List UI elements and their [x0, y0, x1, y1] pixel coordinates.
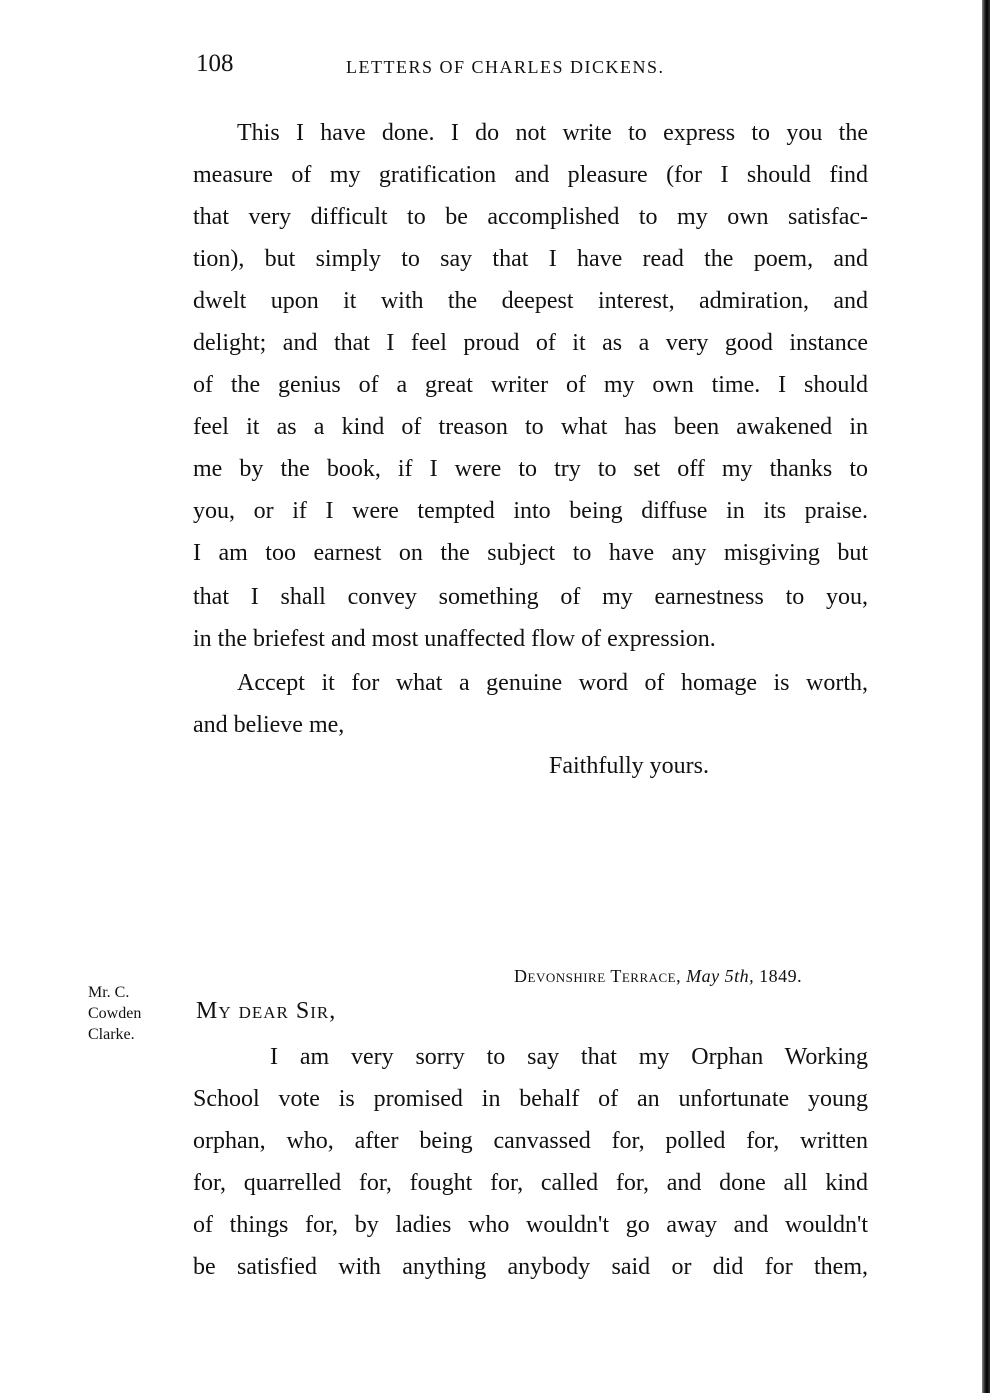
letter2-line: be satisfied with anything anybody said or did for them,	[193, 1254, 868, 1280]
letter1-line: of the genius of a great writer of my own time. I should	[193, 372, 868, 398]
marginal-note	[88, 982, 168, 1045]
letter2-line: School vote is promised in behalf of an unfortunate young	[193, 1086, 868, 1112]
letter2-line: I am very sorry to say that my Orphan Working	[270, 1044, 868, 1070]
letter1-line: Accept it for what a genuine word of homage is worth,	[237, 670, 868, 696]
marginal-note-line: Mr. C.	[88, 984, 130, 1001]
binding-edge	[982, 0, 990, 1393]
letter1-line: measure of my gratification and pleasure (for I should find	[193, 162, 868, 188]
letter1-line: This I have done. I do not write to express to you the	[237, 120, 868, 146]
marginal-note-line: Cowden	[88, 1005, 142, 1022]
letter2-line: orphan, who, after being canvassed for, polled for, written	[193, 1128, 868, 1154]
letter1-line: feel it as a kind of treason to what has been awakened in	[193, 414, 868, 440]
letter1-line: in the briefest and most unaffected flow of expression.	[193, 626, 716, 652]
marginal-note-line: Clarke.	[88, 1026, 135, 1043]
letter1-line: me by the book, if I were to try to set off my thanks to	[193, 456, 868, 482]
letter1-line: tion), but simply to say that I have read the poem, and	[193, 246, 868, 272]
letter1-closing: Faithfully yours.	[549, 753, 709, 779]
dateline-year: 1849.	[759, 966, 803, 986]
letter1-line: delight; and that I feel proud of it as a very good instance	[193, 330, 868, 356]
dateline-date: May 5th,	[686, 966, 755, 986]
letter1-line: and believe me,	[193, 712, 345, 738]
letter1-line: that I shall convey something of my earnestness to you,	[193, 584, 868, 610]
dateline-place: Devonshire Terrace,	[514, 966, 682, 986]
letter2-line: for, quarrelled for, fought for, called for, and done all kind	[193, 1170, 868, 1196]
letter2-line: of things for, by ladies who wouldn't go away and wouldn't	[193, 1212, 868, 1238]
letter1-line: you, or if I were tempted into being diffuse in its praise.	[193, 498, 868, 524]
page-number: 108	[196, 50, 234, 77]
letter1-line: that very difficult to be accomplished to my own satisfac-	[193, 204, 868, 230]
letter1-line: I am too earnest on the subject to have any misgiving but	[193, 540, 868, 566]
page-header	[196, 50, 876, 90]
letter1-line: dwelt upon it with the deepest interest, admiration, and	[193, 288, 868, 314]
letter2-salutation: My dear Sir,	[196, 998, 337, 1024]
running-head: LETTERS OF CHARLES DICKENS.	[346, 57, 665, 77]
letter2-dateline	[514, 966, 802, 987]
